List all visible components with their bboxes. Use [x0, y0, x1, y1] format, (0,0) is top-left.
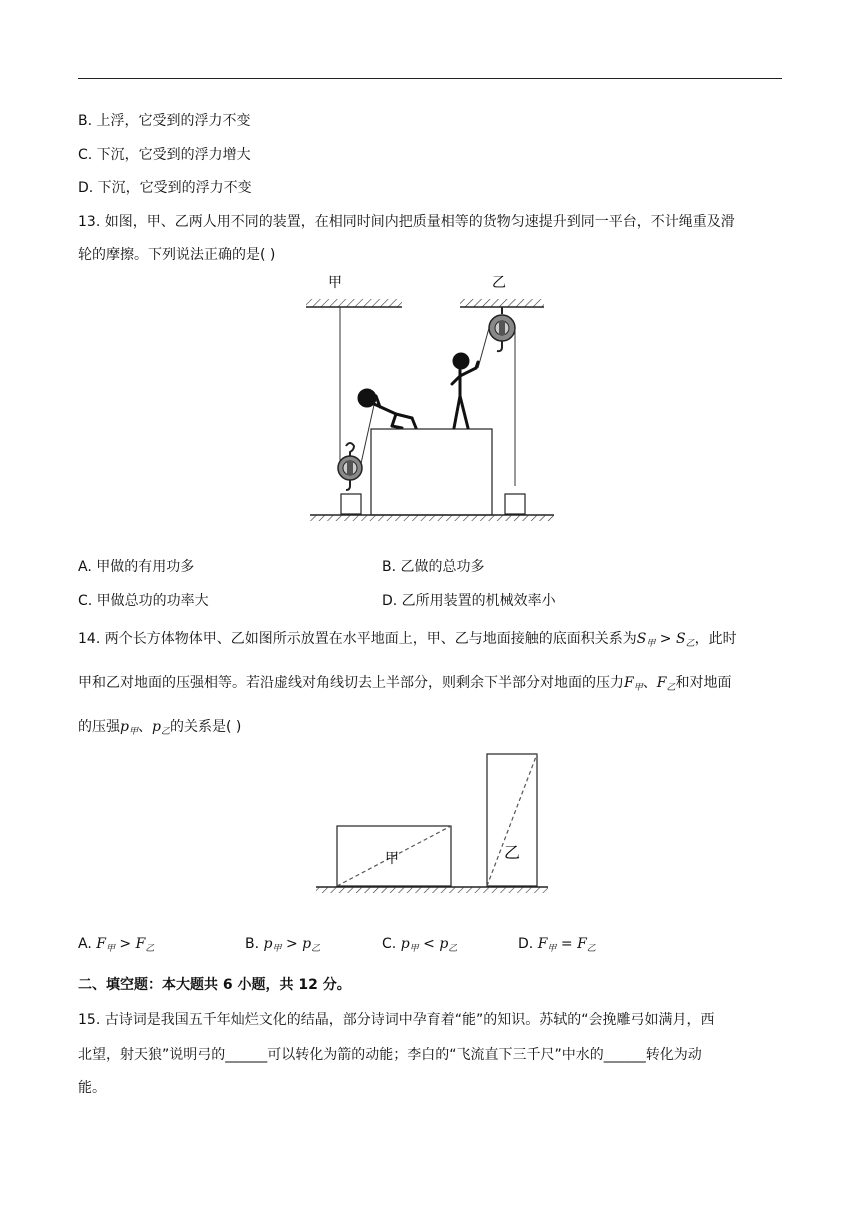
q14-stem-line2: 甲和乙对地面的压强相等。若沿虚线对角线切去上半部分，则剩余下半部分对地面的压力$F_甲$、$F_乙$和对地面: [78, 675, 732, 693]
q12-option-c: C. 下沉，它受到的浮力增大: [78, 147, 251, 163]
q13-option-b: B. 乙做的总功多: [382, 559, 485, 575]
q12-option-b: B. 上浮，它受到的浮力不变: [78, 113, 251, 129]
q14-option-d: D. $F_甲 = F_乙$: [518, 936, 596, 954]
right-rope-pull: [478, 328, 489, 368]
q13-pulley-figure: [300, 268, 562, 528]
person-yi: [452, 354, 478, 428]
q12-option-d: D. 下沉，它受到的浮力不变: [78, 180, 252, 196]
q13-label-yi: 乙: [492, 275, 506, 291]
q14-stem-line1: 14. 两个长方体物体甲、乙如图所示放置在水平地面上，甲、乙与地面接触的底面积关系为$S_甲 > S_乙$，此时: [78, 631, 737, 649]
person-jia: [359, 390, 416, 428]
left-movable-pulley: [338, 443, 362, 490]
q14-option-a: A. $F_甲 > F_乙$: [78, 936, 155, 954]
q14-blocks-figure: [312, 750, 552, 900]
q15-line1: 15. 古诗词是我国五千年灿烂文化的结晶，部分诗词中孕育着“能”的知识。苏轼的“会挽雕弓如满月，西: [78, 1012, 715, 1028]
q13-stem-line1: 13. 如图，甲、乙两人用不同的装置，在相同时间内把质量相等的货物匀速提升到同一平台，不计绳重及滑: [78, 214, 735, 230]
block-jia-label: 甲: [385, 851, 399, 867]
q13-label-jia: 甲: [328, 275, 342, 291]
ceiling-right: [460, 299, 544, 307]
section-2-title: 二、填空题：本大题共 6 小题，共 12 分。: [78, 977, 351, 993]
q14-option-b: B. $p_甲 > p_乙$: [245, 936, 321, 954]
left-cargo: [341, 494, 361, 514]
right-fixed-pulley: [489, 307, 515, 351]
header-rule: [78, 78, 782, 79]
q13-option-c: C. 甲做总功的功率大: [78, 593, 209, 609]
q13-option-a: A. 甲做的有用功多: [78, 559, 195, 575]
q15-line3: 能。: [78, 1080, 106, 1096]
q14-option-c: C. $p_甲 < p_乙$: [382, 936, 458, 954]
ceiling-left: [306, 299, 402, 307]
q14-stem-line3: 的压强$p_甲$、$p_乙$的关系是( ): [78, 719, 242, 737]
q13-stem-line2: 轮的摩擦。下列说法正确的是( ): [78, 247, 276, 263]
right-cargo: [505, 494, 525, 514]
q15-line2: 北望，射天狼”说明弓的______可以转化为箭的动能；李白的“飞流直下三千尺”中水的______转化为动: [78, 1047, 702, 1063]
q13-option-d: D. 乙所用装置的机械效率小: [382, 593, 556, 609]
block-yi-label: 乙: [504, 843, 521, 862]
platform: [371, 429, 492, 515]
